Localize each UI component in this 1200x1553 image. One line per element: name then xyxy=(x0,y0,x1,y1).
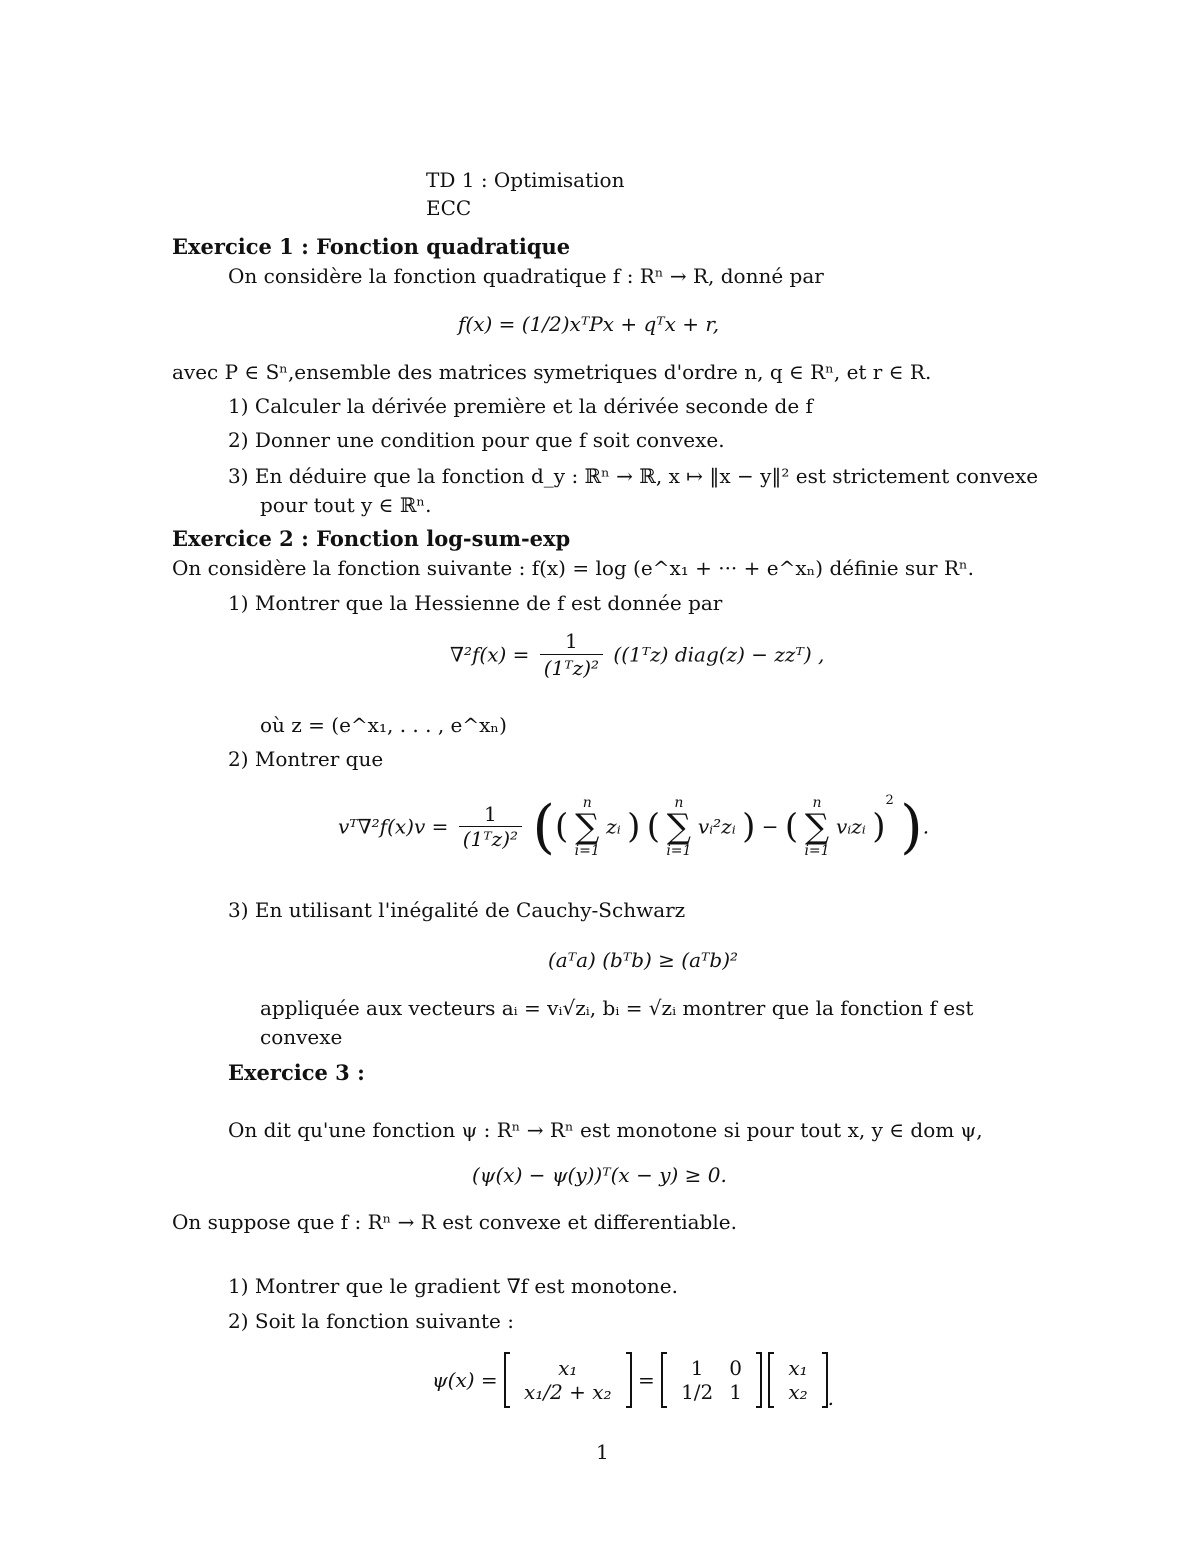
x-vector xyxy=(768,1352,827,1408)
psi-vector xyxy=(504,1352,632,1408)
exercise-1-question-3-cont: pour tout y ∈ ℝⁿ. xyxy=(260,493,432,517)
sum-1-term: zᵢ xyxy=(606,814,621,839)
hessian-frac-num: 1 xyxy=(540,630,603,655)
hessian-frac-den: (1ᵀz)² xyxy=(543,656,600,680)
exercise-3-question-2: 2) Soit la fonction suivante : xyxy=(228,1309,514,1333)
exercise-2-question-3: 3) En utilisant l'inégalité de Cauchy-Schwarz xyxy=(228,898,686,922)
quadratic-form-formula: vᵀ∇²f(x)v = $\frac{1}{\text{(1ᵀz)²}}$ (( n ∑ i=1 zᵢ ) ( n ∑ i=1 vᵢ²zᵢ ) − ( n ∑ i=1 vᵢzᵢ )$^2$ ). xyxy=(338,792,930,861)
hessian-lhs: ∇²f(x) = xyxy=(450,642,530,667)
exercise-1-question-2: 2) Donner une condition pour que f soit convexe. xyxy=(228,428,725,452)
sum-2: n ∑ i=1 xyxy=(666,794,692,859)
exercise-2-applied-cont: convexe xyxy=(260,1025,343,1049)
matrix-22: 1 xyxy=(729,1380,742,1404)
quad-fraction xyxy=(459,804,522,849)
exercise-1-question-1: 1) Calculer la dérivée première et la dérivée seconde de f xyxy=(228,394,813,418)
hessian-where: où z = (e^x₁, . . . , e^xₙ) xyxy=(260,713,507,737)
quad-frac-num: 1 xyxy=(459,804,522,827)
document-subtitle: ECC xyxy=(426,196,472,220)
exercise-3-heading: Exercice 3 : xyxy=(228,1060,365,1085)
x-vector-1: x₁ xyxy=(788,1356,808,1380)
exercise-2-heading: Exercice 2 : Fonction log-sum-exp xyxy=(172,526,571,551)
document-title: TD 1 : Optimisation xyxy=(426,168,625,192)
exercise-1-question-3: 3) En déduire que la fonction d_y : ℝⁿ → ℝ, x ↦ ‖x − y‖² est strictement convexe xyxy=(228,464,1039,488)
exercise-2-applied: appliquée aux vecteurs aᵢ = vᵢ√zᵢ, bᵢ = √zᵢ montrer que la fonction f est xyxy=(260,996,974,1020)
hessian-fraction xyxy=(540,630,603,679)
psi-matrix-formula: ψ(x) = x₁ x₁/2 + x₂ = 1 0 1/2 1 x₁ x₂ . xyxy=(432,1352,834,1408)
psi-vector-2: x₁/2 + x₂ xyxy=(524,1380,612,1404)
exercise-2-question-1: 1) Montrer que la Hessienne de f est donnée par xyxy=(228,591,723,615)
psi-lhs: ψ(x) = xyxy=(432,1368,498,1392)
matrix-12: 0 xyxy=(729,1356,742,1380)
exercise-3-question-1: 1) Montrer que le gradient ∇f est monotone. xyxy=(228,1274,678,1298)
hessian-rhs: ((1ᵀz) diag(z) − zzᵀ) , xyxy=(613,642,825,667)
exercise-3-suppose: On suppose que f : Rⁿ → R est convexe et differentiable. xyxy=(172,1210,737,1234)
exercise-2-intro: On considère la fonction suivante : f(x) = log (e^x₁ + ··· + e^xₙ) définie sur Rⁿ. xyxy=(172,556,975,580)
cauchy-schwarz-inequality: (aᵀa) (bᵀb) ≥ (aᵀb)² xyxy=(548,948,739,972)
exercise-3-intro: On dit qu'une fonction ψ : Rⁿ → Rⁿ est monotone si pour tout x, y ∈ dom ψ, xyxy=(228,1118,983,1142)
monotone-inequality: (ψ(x) − ψ(y))ᵀ(x − y) ≥ 0. xyxy=(472,1163,727,1187)
exercise-1-formula: f(x) = (1/2)xᵀPx + qᵀx + r, xyxy=(458,312,720,336)
page-number: 1 xyxy=(596,1440,609,1464)
psi-matrix xyxy=(661,1352,762,1408)
sum-3-term: vᵢzᵢ xyxy=(835,814,866,839)
matrix-21: 1/2 xyxy=(681,1380,714,1404)
psi-vector-1: x₁ xyxy=(558,1356,578,1380)
sum-2-term: vᵢ²zᵢ xyxy=(697,814,736,839)
quad-frac-den: (1ᵀz)² xyxy=(462,827,519,851)
exercise-1-intro: On considère la fonction quadratique f : Rⁿ → R, donné par xyxy=(228,264,824,288)
exercise-1-heading: Exercice 1 : Fonction quadratique xyxy=(172,234,571,259)
sum-1: n ∑ i=1 xyxy=(574,794,600,859)
matrix-11: 1 xyxy=(690,1356,704,1380)
exercise-1-context: avec P ∈ Sⁿ,ensemble des matrices symetriques d'ordre n, q ∈ Rⁿ, et r ∈ R. xyxy=(172,360,932,384)
sum-3: n ∑ i=1 xyxy=(804,794,830,859)
x-vector-2: x₂ xyxy=(788,1380,808,1404)
exercise-2-question-2: 2) Montrer que xyxy=(228,747,384,771)
quad-lhs: vᵀ∇²f(x)v = xyxy=(338,814,449,839)
hessian-formula xyxy=(450,630,824,679)
